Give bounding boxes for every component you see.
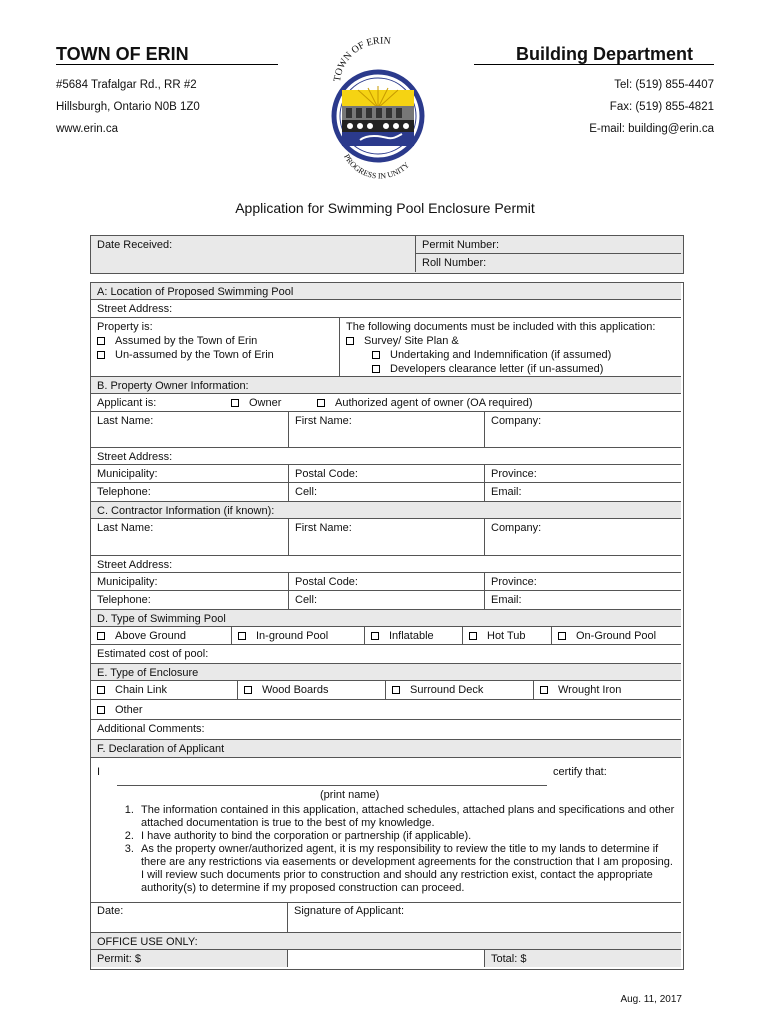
pool-above-ground[interactable] (91, 627, 231, 645)
clearance-checkbox[interactable] (372, 365, 380, 373)
declaration-list (91, 804, 675, 895)
declaration-date-field[interactable] (91, 902, 287, 932)
assumed-label: Assumed by the Town of Erin (115, 335, 258, 347)
documents-group (340, 318, 681, 376)
roll-number-field[interactable] (416, 254, 681, 271)
b-email-label: Email: (491, 486, 522, 498)
enclosure-chain-link[interactable] (91, 681, 237, 700)
unassumed-option[interactable] (97, 348, 333, 362)
wood-boards-checkbox[interactable] (244, 686, 252, 694)
surround-deck-checkbox[interactable] (392, 686, 400, 694)
unassumed-checkbox[interactable] (97, 351, 105, 359)
inflatable-label: Inflatable (389, 630, 434, 642)
c-cell-label: Cell: (295, 594, 318, 606)
address-line-2: Hillsburgh, Ontario N0B 1Z0 (56, 101, 200, 113)
section-e-heading (91, 663, 681, 681)
b-municipality-label: Municipality: (97, 468, 158, 480)
b-first-name-field[interactable] (288, 412, 484, 447)
section-f-title: F. Declaration of Applicant (97, 743, 225, 755)
fax: Fax: (519) 855-4821 (609, 101, 714, 113)
in-ground-checkbox[interactable] (238, 632, 246, 640)
svg-text:TOWN OF ERIN: TOWN OF ERIN (331, 35, 392, 83)
agent-checkbox[interactable] (317, 399, 325, 407)
town-logo (318, 28, 438, 188)
department-name: Building Department (516, 44, 694, 64)
enclosure-wrought-iron[interactable] (533, 681, 681, 700)
office-permit-label: Permit: $ (97, 953, 142, 965)
assumed-checkbox[interactable] (97, 337, 105, 345)
pool-in-ground[interactable] (231, 627, 364, 645)
hot-tub-checkbox[interactable] (469, 632, 477, 640)
above-ground-checkbox[interactable] (97, 632, 105, 640)
section-d-heading (91, 609, 681, 627)
unassumed-label: Un-assumed by the Town of Erin (115, 349, 274, 361)
permit-number-field[interactable] (416, 236, 681, 253)
section-b-heading (91, 376, 681, 394)
date-received-label: Date Received: (97, 239, 173, 251)
c-company-label: Company: (491, 522, 542, 534)
declaration-item-3: 3. As the property owner/authorized agent, it is my responsibility to review the title to my lands to determine if there are any restrictions via easements or development agreements for the construction that I am proposing. I will review such documents prior to construction and should any restriction exist, contact the appropriate authority(s) to determine if my proposed construction can proceed. (137, 843, 675, 895)
agent-option[interactable] (317, 396, 533, 410)
b-telephone-label: Telephone: (97, 486, 151, 498)
pool-hot-tub[interactable] (462, 627, 551, 645)
office-blank-field[interactable] (287, 950, 484, 967)
section-c-title: C. Contractor Information (if known): (97, 505, 275, 517)
inflatable-checkbox[interactable] (371, 632, 379, 640)
wrought-iron-label: Wrought Iron (558, 684, 622, 696)
hot-tub-label: Hot Tub (487, 630, 526, 642)
declaration-item-1: 1. The information contained in this application, attached schedules, attached plans and specifications and other attached documentation is true to the best of my knowledge. (137, 804, 675, 830)
c-street-label: Street Address: (97, 559, 173, 571)
survey-checkbox[interactable] (346, 337, 354, 345)
a-street-field[interactable] (91, 300, 681, 318)
additional-comments-label: Additional Comments: (97, 723, 205, 735)
doc-survey[interactable] (346, 334, 675, 348)
town-underline (56, 64, 278, 65)
c-first-name-label: First Name: (295, 522, 352, 534)
assumed-option[interactable] (97, 334, 333, 348)
b-cell-field[interactable] (288, 483, 484, 501)
c-postal-label: Postal Code: (295, 576, 358, 588)
signature-field[interactable] (287, 902, 681, 932)
clearance-label: Developers clearance letter (if un-assumed) (390, 363, 604, 375)
declaration-i: I (97, 766, 101, 778)
certify-text: certify that: (553, 766, 607, 778)
in-ground-label: In-ground Pool (256, 630, 329, 642)
office-use-heading (91, 932, 681, 950)
b-municipality-field[interactable] (91, 465, 288, 483)
applicant-is-row (91, 394, 681, 412)
date-received-field[interactable] (91, 236, 415, 271)
doc-clearance[interactable] (346, 362, 675, 376)
applicant-is-label: Applicant is: (97, 397, 157, 409)
b-province-label: Province: (491, 468, 537, 480)
b-province-field[interactable] (484, 465, 681, 483)
print-name-line[interactable] (117, 785, 547, 786)
other-label: Other (115, 704, 143, 716)
print-name-label: (print name) (320, 789, 380, 801)
b-cell-label: Cell: (295, 486, 318, 498)
footer-date: Aug. 11, 2017 (620, 994, 682, 1005)
c-cell-field[interactable] (288, 591, 484, 609)
c-last-name-label: Last Name: (97, 522, 154, 534)
enclosure-surround-deck[interactable] (385, 681, 533, 700)
telephone: Tel: (519) 855-4407 (614, 79, 714, 91)
owner-checkbox[interactable] (231, 399, 239, 407)
documents-heading: The following documents must be included with this application: (346, 321, 656, 333)
office-use-title: OFFICE USE ONLY: (97, 936, 198, 948)
section-f-heading (91, 739, 681, 758)
surround-deck-label: Surround Deck (410, 684, 484, 696)
b-telephone-field[interactable] (91, 483, 288, 501)
pool-cost-label: Estimated cost of pool: (97, 648, 209, 660)
wrought-iron-checkbox[interactable] (540, 686, 548, 694)
email: E-mail: building@erin.ca (589, 123, 714, 135)
pool-cost-field[interactable] (91, 645, 681, 663)
enclosure-other[interactable] (91, 700, 681, 720)
department-underline (474, 64, 714, 65)
pool-on-ground[interactable] (551, 627, 681, 645)
declaration-item-2: 2. I have authority to bind the corporation or partnership (if applicable). (137, 830, 675, 843)
permit-number-label: Permit Number: (422, 239, 500, 251)
on-ground-label: On-Ground Pool (576, 630, 657, 642)
office-total-label: Total: $ (491, 953, 527, 965)
section-a-heading (91, 283, 681, 300)
c-street-field[interactable] (91, 555, 681, 573)
enclosure-row (91, 681, 681, 700)
owner-label: Owner (249, 397, 282, 409)
owner-option[interactable] (231, 396, 281, 410)
c-company-field[interactable] (484, 519, 681, 555)
office-total-field[interactable] (484, 950, 681, 967)
property-is-group (91, 318, 339, 376)
survey-label: Survey/ Site Plan & (364, 335, 459, 347)
c-province-label: Province: (491, 576, 537, 588)
section-c-heading (91, 501, 681, 519)
on-ground-checkbox[interactable] (558, 632, 566, 640)
section-b-title: B. Property Owner Information: (97, 380, 249, 392)
b-last-name-label: Last Name: (97, 415, 154, 427)
section-e-title: E. Type of Enclosure (97, 667, 199, 679)
agent-label: Authorized agent of owner (OA required) (335, 397, 533, 409)
c-first-name-field[interactable] (288, 519, 484, 555)
c-province-field[interactable] (484, 573, 681, 591)
c-telephone-field[interactable] (91, 591, 288, 609)
undertaking-label: Undertaking and Indemnification (if assumed) (390, 349, 612, 361)
c-postal-field[interactable] (288, 573, 484, 591)
doc-undertaking[interactable] (346, 348, 675, 362)
section-a-title: A: Location of Proposed Swimming Pool (97, 286, 294, 298)
c-email-field[interactable] (484, 591, 681, 609)
c-email-label: Email: (491, 594, 522, 606)
town-seal-icon (318, 28, 438, 188)
pool-inflatable[interactable] (364, 627, 462, 645)
website: www.erin.ca (56, 123, 118, 135)
c-municipality-label: Municipality: (97, 576, 158, 588)
signature-label: Signature of Applicant: (294, 905, 405, 917)
b-company-field[interactable] (484, 412, 681, 447)
office-permit-field[interactable] (91, 950, 287, 967)
roll-number-label: Roll Number: (422, 257, 487, 269)
declaration-date-label: Date: (97, 905, 124, 917)
property-is-label: Property is: (97, 321, 153, 333)
town-name: TOWN OF ERIN (56, 44, 189, 64)
a-street-label: Street Address: (97, 303, 173, 315)
undertaking-checkbox[interactable] (372, 351, 380, 359)
b-last-name-field[interactable] (91, 412, 287, 447)
c-last-name-field[interactable] (91, 519, 288, 555)
chain-link-label: Chain Link (115, 684, 167, 696)
b-company-label: Company: (491, 415, 542, 427)
b-postal-label: Postal Code: (295, 468, 358, 480)
chain-link-checkbox[interactable] (97, 686, 105, 694)
b-street-field[interactable] (91, 447, 681, 465)
above-ground-label: Above Ground (115, 630, 186, 642)
section-d-title: D. Type of Swimming Pool (97, 613, 226, 625)
form-title: Application for Swimming Pool Enclosure Permit (235, 200, 535, 216)
b-email-field[interactable] (484, 483, 681, 501)
pool-type-row (91, 627, 681, 645)
svg-text:PROGRESS IN UNITY: PROGRESS IN UNITY (342, 152, 412, 181)
b-street-label: Street Address: (97, 451, 173, 463)
b-first-name-label: First Name: (295, 415, 352, 427)
wood-boards-label: Wood Boards (262, 684, 329, 696)
other-checkbox[interactable] (97, 706, 105, 714)
enclosure-wood-boards[interactable] (237, 681, 385, 700)
c-municipality-field[interactable] (91, 573, 288, 591)
b-postal-field[interactable] (288, 465, 484, 483)
address-line-1: #5684 Trafalgar Rd., RR #2 (56, 79, 197, 91)
additional-comments-field[interactable] (91, 720, 681, 739)
c-telephone-label: Telephone: (97, 594, 151, 606)
